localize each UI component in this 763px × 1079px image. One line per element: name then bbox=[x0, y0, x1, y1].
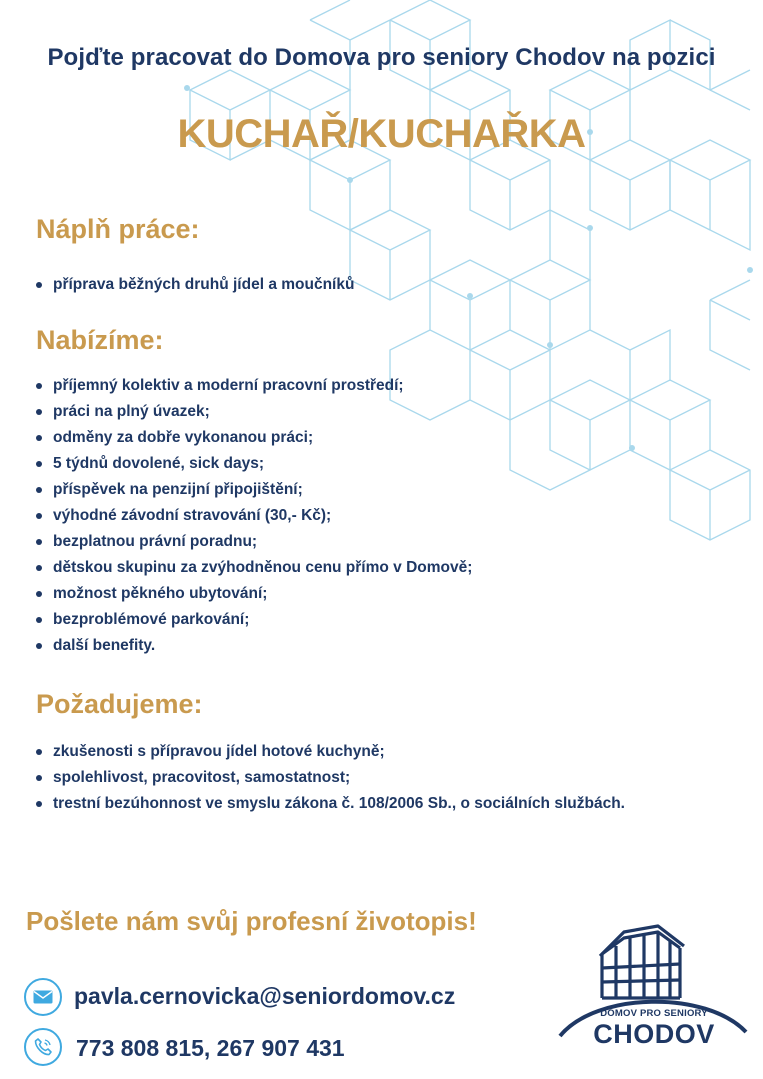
list-item: odměny za dobře vykonanou práci; bbox=[36, 425, 673, 451]
list-item: výhodné závodní stravování (30,- Kč); bbox=[36, 503, 673, 529]
list-item: zkušenosti s přípravou jídel hotové kuchyně; bbox=[36, 739, 673, 765]
cv-call-to-action: Pošlete nám svůj profesní životopis! bbox=[26, 906, 477, 936]
offer-heading: Nabízíme: bbox=[36, 325, 164, 355]
duties-heading: Náplň práce: bbox=[36, 214, 200, 244]
list-item: další benefity. bbox=[36, 633, 673, 659]
phone-icon bbox=[24, 1028, 62, 1066]
email-link[interactable]: pavla.cernovicka@seniordomov.cz bbox=[74, 983, 456, 1009]
list-item: spolehlivost, pracovitost, samostatnost; bbox=[36, 765, 673, 791]
list-item: příprava běžných druhů jídel a moučníků bbox=[36, 272, 673, 298]
list-item: bezproblémové parkování; bbox=[36, 607, 673, 633]
duties-list bbox=[36, 272, 673, 298]
offer-list bbox=[36, 373, 673, 659]
list-item: možnost pěkného ubytování; bbox=[36, 581, 673, 607]
domov-chodov-logo bbox=[556, 918, 750, 1068]
list-item: příjemný kolektiv a moderní pracovní prostředí; bbox=[36, 373, 673, 399]
list-item: trestní bezúhonnost ve smyslu zákona č. 108/2006 Sb., o sociálních službách. bbox=[36, 791, 653, 817]
headline: Pojďte pracovat do Domova pro seniory Chodov na pozici bbox=[47, 44, 716, 71]
list-item: dětskou skupinu za zvýhodněnou cenu přímo v Domově; bbox=[36, 555, 673, 581]
logo-title: CHODOV bbox=[593, 1019, 715, 1049]
position-title: KUCHAŘ/KUCHAŘKA bbox=[177, 112, 586, 156]
envelope-icon bbox=[24, 978, 62, 1016]
logo-subtitle: DOMOV PRO SENIORY bbox=[600, 1008, 708, 1019]
phone-numbers: 773 808 815, 267 907 431 bbox=[76, 1035, 345, 1061]
list-item: 5 týdnů dovolené, sick days; bbox=[36, 451, 673, 477]
list-item: příspěvek na penzijní připojištění; bbox=[36, 477, 673, 503]
requirements-list bbox=[36, 739, 673, 817]
list-item: bezplatnou právní poradnu; bbox=[36, 529, 673, 555]
requirements-heading: Požadujeme: bbox=[36, 689, 203, 719]
list-item: práci na plný úvazek; bbox=[36, 399, 673, 425]
